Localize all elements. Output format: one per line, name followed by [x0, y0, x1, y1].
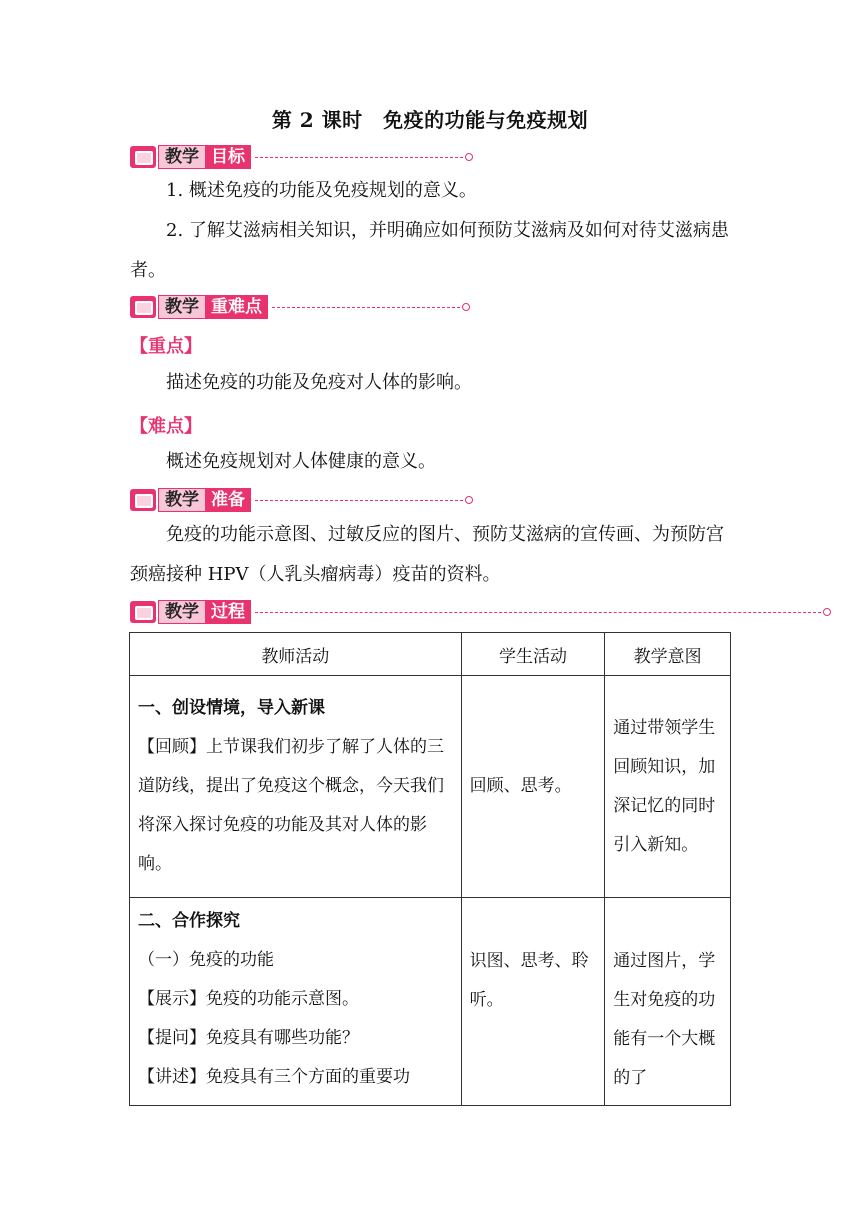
- teacher-activity-text: 【回顾】上节课我们初步了解了人体的三道防线，提出了免疫这个概念，今天我们将深入探讨免疫的功能及其对人体的影响。: [138, 737, 444, 874]
- section-label-left: 教学: [158, 488, 205, 512]
- section-header-keypoints: [130, 294, 470, 320]
- section-label-left: 教学: [158, 295, 205, 319]
- table-header-row: [130, 633, 731, 676]
- section-label-left: 教学: [158, 600, 205, 624]
- section-label-right: 准备: [205, 488, 251, 512]
- section-label-left: 教学: [158, 145, 205, 169]
- goal-item-2: 2. 了解艾滋病相关知识，并明确应如何预防艾滋病及如何对待艾滋病患者。: [130, 220, 729, 281]
- book-icon: [130, 146, 156, 168]
- divider-dot: [462, 303, 470, 311]
- goal-item-1: 1. 概述免疫的功能及免疫规划的意义。: [166, 180, 477, 201]
- key-text: 描述免疫的功能及免疫对人体的影响。: [166, 372, 472, 393]
- section-header-process: [130, 599, 831, 625]
- teacher-activity-line: 【讲述】免疫具有三个方面的重要功: [138, 1067, 410, 1087]
- prep-text: 免疫的功能示意图、过敏反应的图片、预防艾滋病的宣传画、为预防宫颈癌接种 HPV（人乳头瘤病毒）疫苗的资料。: [130, 524, 724, 585]
- student-activity-cell: 识图、思考、聆听。: [461, 898, 605, 1106]
- book-icon: [130, 489, 156, 511]
- page-title: 第 2 课时 免疫的功能与免疫规划: [271, 108, 589, 132]
- book-icon: [130, 601, 156, 623]
- table-row: [130, 676, 731, 898]
- divider-dot: [465, 496, 473, 504]
- section-label-right: 过程: [205, 600, 251, 624]
- section-header-prep: [130, 487, 473, 513]
- section-header-goals: [130, 144, 473, 170]
- teacher-activity-cell: [130, 676, 462, 898]
- step-heading: 二、合作探究: [138, 911, 240, 931]
- divider-dot: [465, 153, 473, 161]
- difficult-text: 概述免疫规划对人体健康的意义。: [166, 451, 436, 472]
- table-row: [130, 898, 731, 1106]
- section-label-right: 目标: [205, 145, 251, 169]
- dashed-divider: [272, 307, 460, 308]
- column-header-student: 学生活动: [461, 633, 605, 676]
- teaching-intent-cell: 通过图片，学生对免疫的功能有一个大概的了: [605, 898, 731, 1106]
- teacher-activity-line: 【提问】免疫具有哪些功能？: [138, 1028, 359, 1048]
- column-header-intent: 教学意图: [605, 633, 731, 676]
- section-label-right: 重难点: [205, 295, 268, 319]
- difficult-label: 【难点】: [130, 416, 202, 437]
- column-header-teacher: 教师活动: [130, 633, 462, 676]
- dashed-divider: [255, 612, 821, 613]
- teacher-activity-cell: [130, 898, 462, 1106]
- teacher-activity-line: （一）免疫的功能: [138, 950, 274, 970]
- divider-dot: [823, 608, 831, 616]
- teacher-activity-line: 【展示】免疫的功能示意图。: [138, 989, 359, 1009]
- step-heading: 一、创设情境，导入新课: [138, 698, 325, 718]
- dashed-divider: [255, 157, 463, 158]
- teaching-intent-cell: 通过带领学生回顾知识，加深记忆的同时引入新知。: [605, 676, 731, 898]
- student-activity-cell: 回顾、思考。: [461, 676, 605, 898]
- dashed-divider: [255, 500, 463, 501]
- key-label: 【重点】: [130, 336, 202, 357]
- book-icon: [130, 296, 156, 318]
- lesson-process-table: [129, 632, 731, 1106]
